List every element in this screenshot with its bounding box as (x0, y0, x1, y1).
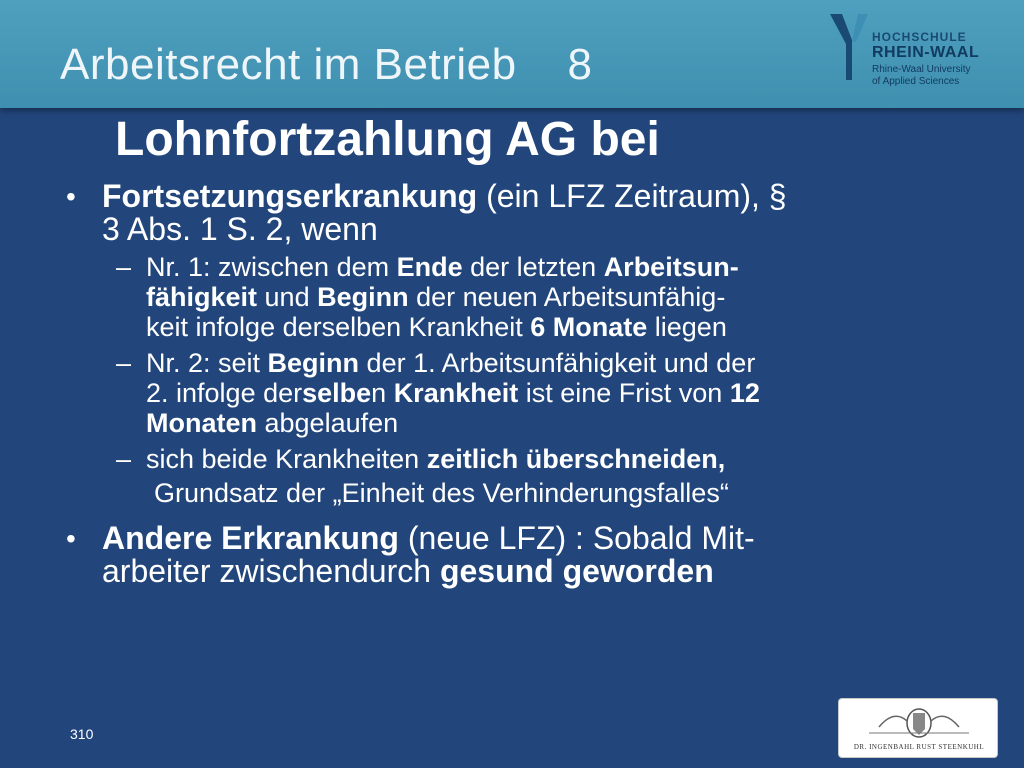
sub-continuation: Grundsatz der „Einheit des Verhinderungsfalles“ (154, 478, 729, 508)
bullet-bold: gesund geworden (439, 553, 714, 589)
header-title: Arbeitsrecht im Betrieb 8 (60, 40, 593, 89)
logo-line-4: of Applied Sciences (872, 76, 960, 87)
sub-bold: 12 (729, 378, 760, 408)
sub-text: abgelaufen (257, 408, 399, 438)
bullet-dot-icon: • (66, 523, 76, 554)
sub-bold: fähigkeit (146, 282, 258, 312)
logo-line-2: RHEIN-WAAL (872, 44, 980, 61)
slide-title: Lohnfortzahlung AG bei (115, 113, 660, 166)
bullet-text: 3 Abs. 1 S. 2, wenn (102, 211, 378, 247)
bullet-dot-icon: • (66, 181, 76, 212)
sub-bold: zeitlich überschneiden, (426, 444, 726, 474)
law-firm-stamp (838, 698, 998, 758)
logo-line-1: HOCHSCHULE (872, 30, 967, 44)
sub-bullet-nr1 (60, 252, 960, 342)
sub-bullet-overlap (60, 444, 960, 474)
dash-icon: – (116, 348, 132, 378)
sub-text: Nr. 2: seit (146, 348, 268, 378)
sub-bold: selbe (302, 378, 372, 408)
bullet-text: (ein LFZ Zeitraum), § (477, 178, 787, 214)
sub-text: der letzten (462, 252, 604, 282)
header-bar (0, 0, 1024, 108)
sub-bold: Beginn (317, 282, 409, 312)
sub-text: keit infolge derselben Krankheit (146, 312, 531, 342)
sub-bold: Ende (396, 252, 463, 282)
bullet-bold: Fortsetzungserkrankung (102, 178, 478, 214)
sub-bold: Arbeitsun- (603, 252, 739, 282)
bullet-bold: Andere Erkrankung (102, 520, 399, 556)
page-number: 310 (70, 726, 94, 742)
sub-text: Nr. 1: zwischen dem (146, 252, 397, 282)
university-logo (828, 12, 1014, 92)
sub-bold: Krankheit (393, 378, 519, 408)
sub-text: liegen (647, 312, 727, 342)
logo-line-3: Rhine-Waal University (872, 64, 971, 75)
slide-content (60, 180, 960, 588)
logo-mark-icon (828, 12, 870, 92)
sub-bold: 6 Monate (530, 312, 648, 342)
sub-bullet-nr2 (60, 348, 960, 438)
bullet-andere-erkrankung (60, 522, 960, 588)
sub-text: ist eine Frist von (518, 378, 730, 408)
stamp-text: DR. INGENBAHL RUST STEENKUHL (853, 743, 985, 751)
sub-bold: Monaten (146, 408, 257, 438)
sub-text: 2. infolge der (146, 378, 303, 408)
bullet-text: (neue LFZ) : Sobald Mit- (398, 520, 755, 556)
dash-icon: – (116, 252, 132, 282)
bullet-text: arbeiter zwischendurch (102, 553, 440, 589)
bullet-fortsetzungserkrankung (60, 180, 960, 246)
sub-text: der 1. Arbeitsunfähigkeit und der (359, 348, 756, 378)
dash-icon: – (116, 444, 132, 474)
sub-text: sich beide Krankheiten (146, 444, 427, 474)
coat-of-arms-icon (839, 699, 999, 743)
sub-text: n (371, 378, 394, 408)
sub-text: und (257, 282, 318, 312)
sub-text: der neuen Arbeitsunfähig- (408, 282, 726, 312)
sub-bold: Beginn (267, 348, 360, 378)
